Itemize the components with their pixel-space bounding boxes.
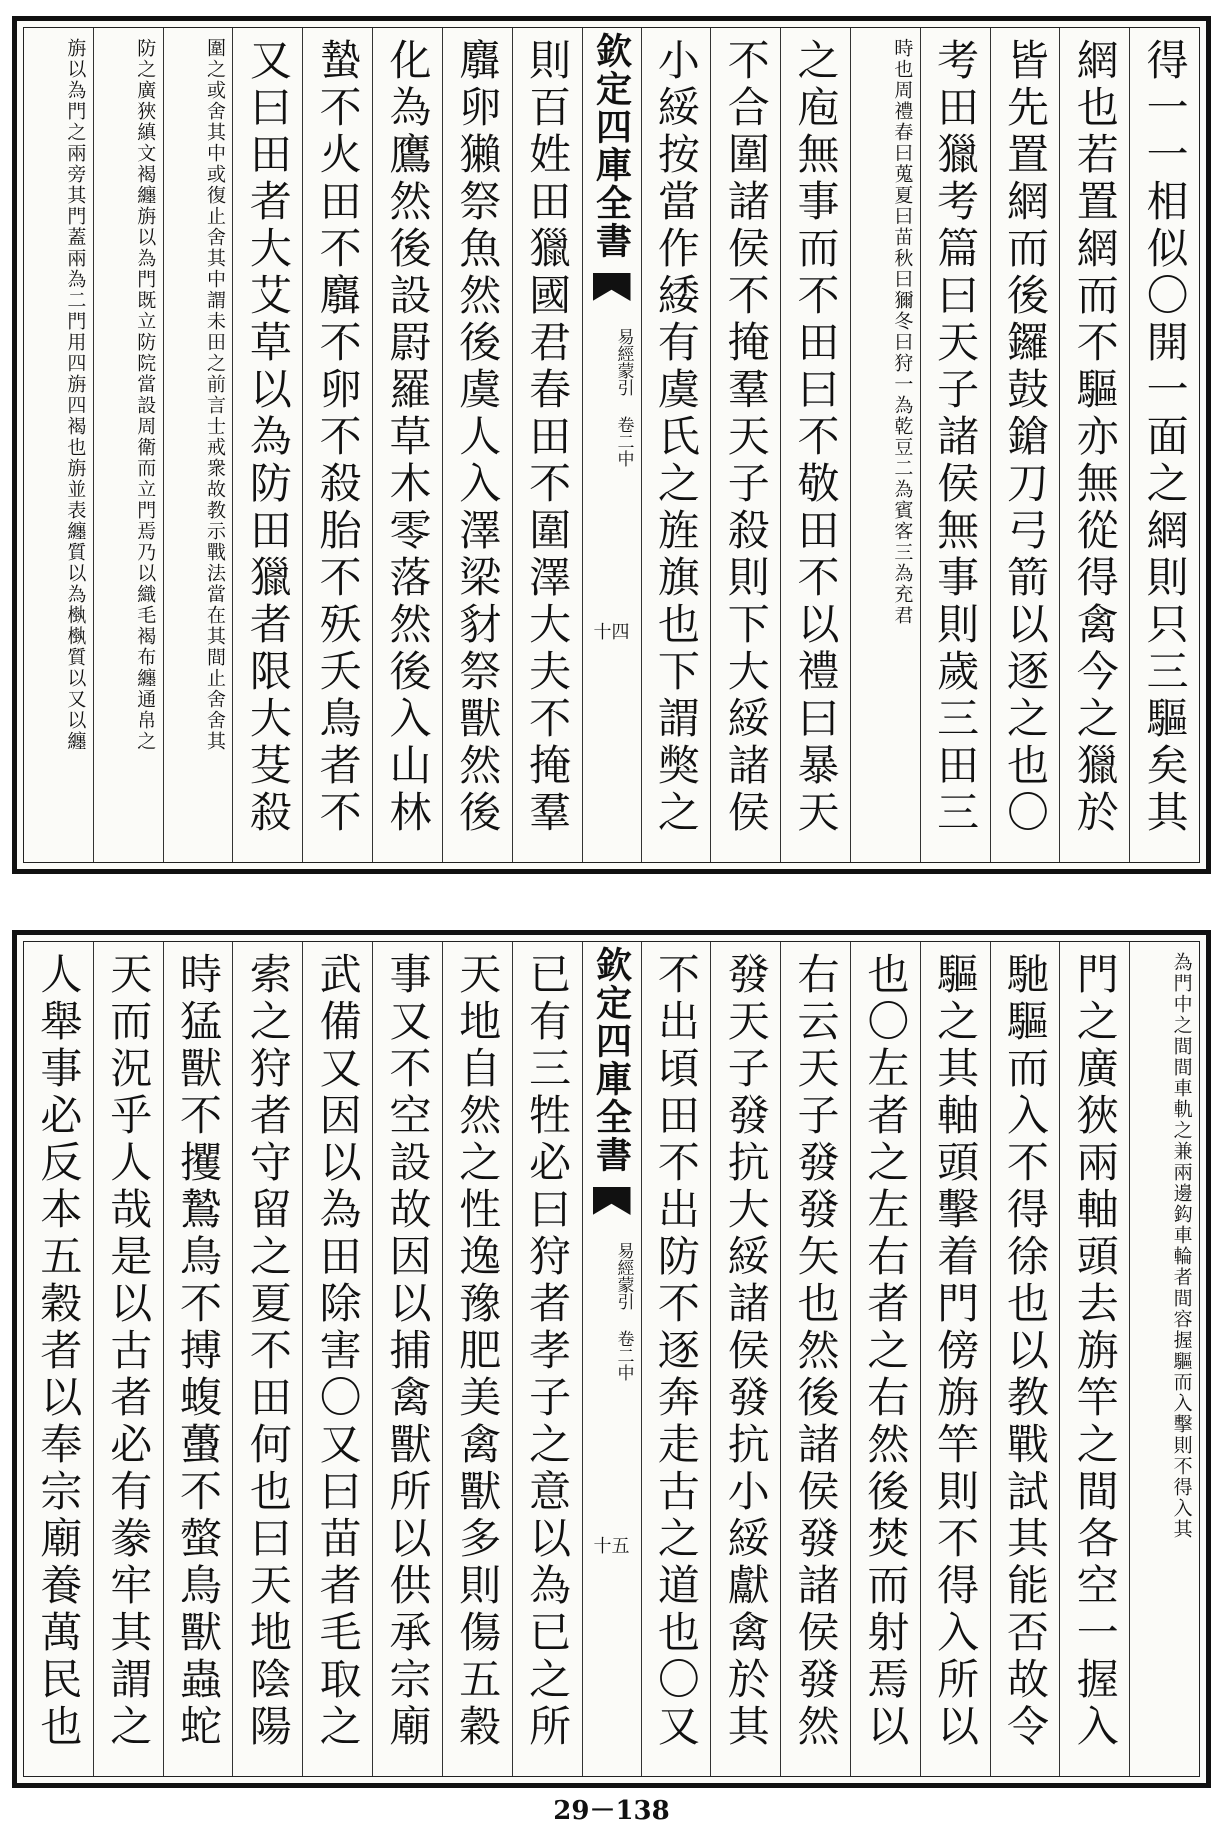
column-text: 麛卵獺祭魚然後虞人入澤梁豺祭獸然後 — [453, 38, 503, 837]
text-column — [24, 942, 93, 1776]
center-fold — [582, 942, 641, 1776]
text-column — [920, 28, 990, 862]
text-column — [990, 942, 1060, 1776]
text-column — [850, 942, 920, 1776]
column-text: 網也若置網而不驅亦無從得禽今之獵於 — [1070, 38, 1120, 837]
text-column — [780, 28, 850, 862]
leaf-number: 十四 — [593, 622, 630, 643]
column-text: 也〇左者之左右者之右然後焚而射焉以 — [861, 952, 911, 1751]
column-text: 又曰田者大艾草以為防田獵者限大芟殺 — [243, 38, 293, 837]
column-text: 不出頃田不出防不逐奔走古之道也〇又 — [651, 952, 701, 1751]
text-column — [302, 942, 372, 1776]
text-column — [710, 942, 780, 1776]
text-column — [512, 28, 582, 862]
book-title: 欽定四庫全書 — [590, 32, 633, 260]
column-text: 天地自然之性逸豫肥美禽獸多則傷五穀 — [453, 952, 503, 1751]
column-text: 不合圍諸侯不掩羣天子殺則下大綏諸侯 — [721, 38, 771, 837]
text-column — [1059, 28, 1129, 862]
fish-tail-mark — [593, 1187, 631, 1215]
text-column — [232, 942, 302, 1776]
lower-page — [12, 930, 1211, 1788]
text-column — [641, 28, 711, 862]
text-column — [372, 28, 442, 862]
column-text: 蟄不火田不麛不卵不殺胎不殀夭鳥者不 — [313, 38, 363, 837]
text-column — [990, 28, 1060, 862]
fish-tail-mark — [593, 273, 631, 301]
column-text: 右云天子發發矢也然後諸侯發諸侯發然 — [791, 952, 841, 1751]
column-text: 驅之其軸頭擊着門傍旃竿則不得入所以 — [931, 952, 981, 1751]
column-text: 門之廣狹兩軸頭去旃竿之間各空一握入 — [1070, 952, 1120, 1751]
text-column — [302, 28, 372, 862]
text-column — [163, 942, 233, 1776]
annotation-text: 旃以為門之兩旁其門蓋兩為二門用四旃四褐也旃並表纏質以為槸槸質以又以纏 — [64, 38, 87, 752]
column-text: 索之狩者守留之夏不田何也曰天地陰陽 — [243, 952, 293, 1751]
text-column — [920, 942, 990, 1776]
column-text: 化為鷹然後設罻羅草木零落然後入山林 — [383, 38, 433, 837]
upper-page — [12, 16, 1211, 874]
text-column — [1129, 28, 1199, 862]
volume-info: 易經蒙引 卷二中 — [613, 328, 634, 467]
column-text: 事又不空設故因以捕禽獸所以供承宗廟 — [383, 952, 433, 1751]
column-text: 馳驅而入不得徐也以教戰試其能否故令 — [1000, 952, 1050, 1751]
text-column — [232, 28, 302, 862]
annotation-column — [24, 28, 93, 862]
annotation-text: 時也周禮春曰蒐夏曰苗秋曰獮冬曰狩一為乾豆二為賓客三為充君 — [891, 38, 914, 626]
annotation-column — [850, 28, 920, 862]
column-text: 時猛獸不攫鷙鳥不搏蝮蠆不螫鳥獸蟲蛇 — [174, 952, 224, 1751]
annotation-text: 為門中之間間車軌之兼兩邊鈎車輪者間容握驅而入擊則不得入其 — [1170, 952, 1193, 1540]
text-column — [780, 942, 850, 1776]
leaf-number: 十五 — [593, 1536, 630, 1557]
text-column — [1059, 942, 1129, 1776]
column-text: 人舉事必反本五穀者以奉宗廟養萬民也 — [34, 952, 84, 1751]
lower-page-columns — [23, 941, 1200, 1777]
upper-page-columns — [23, 27, 1200, 863]
text-column — [442, 942, 512, 1776]
text-column — [512, 942, 582, 1776]
text-column — [442, 28, 512, 862]
column-text: 發天子發抗大綏諸侯發抗小綏獻禽於其 — [721, 952, 771, 1751]
column-text: 則百姓田獵國君春田不圍澤大夫不掩羣 — [523, 38, 573, 837]
column-text: 已有三牲必曰狩者孝子之意以為已之所 — [523, 952, 573, 1751]
column-text: 小綏按當作緌有虞氏之旌旗也下謂獘之 — [651, 38, 701, 837]
page-code: 29－138 — [553, 1796, 670, 1826]
annotation-column — [1129, 942, 1199, 1776]
center-fold — [582, 28, 641, 862]
annotation-text: 防之廣狹縝文褐纏旃以為門既立防院當設周衛而立門焉乃以織毛褐布纏通帛之 — [134, 38, 157, 752]
annotation-text: 圍之或舍其中或復止舍其中謂未田之前言士戒衆故教示戰法當在其間止舍舍其 — [204, 38, 227, 752]
text-column — [372, 942, 442, 1776]
book-title: 欽定四庫全書 — [590, 946, 633, 1174]
column-text: 皆先置網而後鑼鼓鎗刀弓箭以逐之也〇 — [1000, 38, 1050, 837]
text-column — [93, 942, 163, 1776]
column-text: 武備又因以為田除害〇又曰苗者毛取之 — [313, 952, 363, 1751]
column-text: 天而況乎人哉是以古者必有豢牢其謂之 — [104, 952, 154, 1751]
text-column — [641, 942, 711, 1776]
column-text: 得一一相似〇開一面之網則只三驅矣其 — [1140, 38, 1190, 837]
column-text: 考田獵考篇曰天子諸侯無事則歲三田三 — [931, 38, 981, 837]
volume-info: 易經蒙引 卷二中 — [613, 1242, 634, 1381]
annotation-column — [163, 28, 233, 862]
column-text: 之庖無事而不田曰不敬田不以禮曰暴天 — [791, 38, 841, 837]
annotation-column — [93, 28, 163, 862]
text-column — [710, 28, 780, 862]
